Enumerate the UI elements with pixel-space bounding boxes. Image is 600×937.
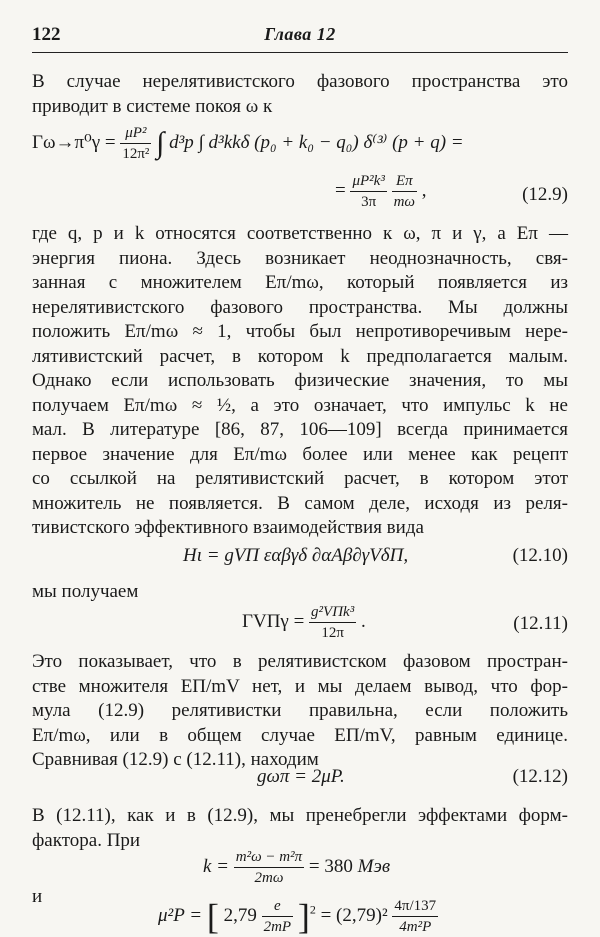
fraction: $\frac{E\pi}{m\omega}$ [393, 173, 415, 210]
text-line: энергия пиона. Здесь возникает неоднозначность, свя- [32, 247, 568, 269]
equation-12-12: gωπ = 2μP. [257, 766, 345, 787]
equation-body: d³p ∫ d³kkδ (p₀ + k₀ − q₀) δ⁽³⁾ (p + q) = [169, 131, 464, 153]
text-line: Сравнивая (12.9) с (12.11), находим [32, 749, 319, 770]
text-line: мал. В литературе [86, 87, 106—109] всегда принимается [32, 419, 568, 440]
text-line: нерелятивистского фазового пространства. Мы должны [32, 296, 568, 318]
equation-k: k = $\frac{\text{m²ω − m²π}}{2m\omega}$ = 380 Мэв [203, 849, 391, 886]
fraction: $\frac{\text{m²ω − m²π}}{2m\omega}$ [235, 849, 303, 886]
fraction: $\frac{4\pi/137}{\text{4m²P}}$ [394, 898, 437, 935]
equation-number: (12.12) [512, 766, 568, 787]
paragraph-3 [32, 650, 568, 773]
text-line: стве множителя EΠ/mV нет, и мы делаем вывод, что фор- [32, 675, 568, 697]
text-line: где q, p и k относятся соответственно к ω, π и γ, а Eπ — [32, 223, 568, 244]
text-line: тивистского эффективного взаимодействия вида [32, 517, 424, 538]
text-line: множитель не появляется. В самом деле, исходя из реля- [32, 492, 568, 514]
text-line: положить Eπ/mω ≈ 1, чтобы был непротиворечивым нере- [32, 321, 568, 342]
text-line: первое значение для Eπ/mω более или менее как рецепт [32, 443, 568, 465]
fraction: $\frac{\text{μP²k³}}{3\pi}$ [352, 173, 385, 210]
equation-12-11: ΓVΠγ = $\frac{\text{g²VΠk³}}{12\pi}$ . [242, 604, 366, 641]
header-rule [32, 52, 568, 53]
text-line: Eπ/mω, или в общем случае EΠ/mV, равным единице. [32, 724, 568, 746]
page-number: 122 [32, 24, 61, 45]
equation-12-10: Hι = gVΠ εαβγδ ∂αAβ∂γVδΠ, [183, 545, 409, 566]
equation-12-9-line1 [32, 124, 464, 163]
equation-mu: μ²P = [ 2,79 $\frac{e}{2mP}$ ]$^2$ = (2,79)² $\frac{4\pi/137}{\text{4m²P}}$ [158, 896, 437, 937]
text-line: занная с множителем Eπ/mω, который появляется из [32, 272, 568, 293]
fraction: $\frac{e}{2mP}$ [263, 898, 292, 935]
text-line: Однако если использовать физические значения, то мы [32, 370, 568, 391]
line-and: и [32, 886, 43, 907]
fraction: $\frac{\text{μP²}}{\text{12π²}}$ [122, 125, 150, 162]
text-line: мула (12.9) релятивистки правильна, если положить [32, 700, 568, 721]
text-line: В (12.11), как и в (12.9), мы пренебрегли эффектами форм- [32, 805, 568, 826]
equation-lhs: Γω→π⁰γ = [32, 131, 116, 153]
text-line: фактора. При [32, 829, 141, 851]
fraction: $\frac{\text{g²VΠk³}}{12\pi}$ [311, 604, 355, 641]
text-line: получаем Eπ/mω ≈ ½, а это означает, что импульс k не [32, 394, 568, 416]
chapter-title: Глава 12 [264, 24, 336, 44]
text-line: В случае нерелятивистского фазового пространства это [32, 71, 568, 92]
text-line: Это показывает, что в релятивистском фазовом простран- [32, 651, 568, 672]
equation-number: (12.11) [513, 613, 568, 634]
line-we-get: мы получаем [32, 581, 139, 602]
equation-number: (12.10) [512, 545, 568, 566]
paragraph-1 [32, 70, 568, 119]
paragraph-2 [32, 222, 568, 541]
equation-12-9-line2: = $\frac{\text{μP²k³}}{3\pi}$ $\frac{E\pi}{m\omega}$ , [335, 173, 427, 210]
paragraph-4 [32, 804, 568, 853]
text-line: со ссылкой на релятивистский расчет, в котором этот [32, 468, 568, 489]
text-line: приводит в системе покоя ω к [32, 95, 273, 117]
text-line: лятивистский расчет, в котором k предполагается малым. [32, 345, 568, 367]
integral-symbol: ∫ [156, 126, 165, 160]
page-header [32, 24, 568, 50]
equation-number: (12.9) [522, 184, 568, 205]
